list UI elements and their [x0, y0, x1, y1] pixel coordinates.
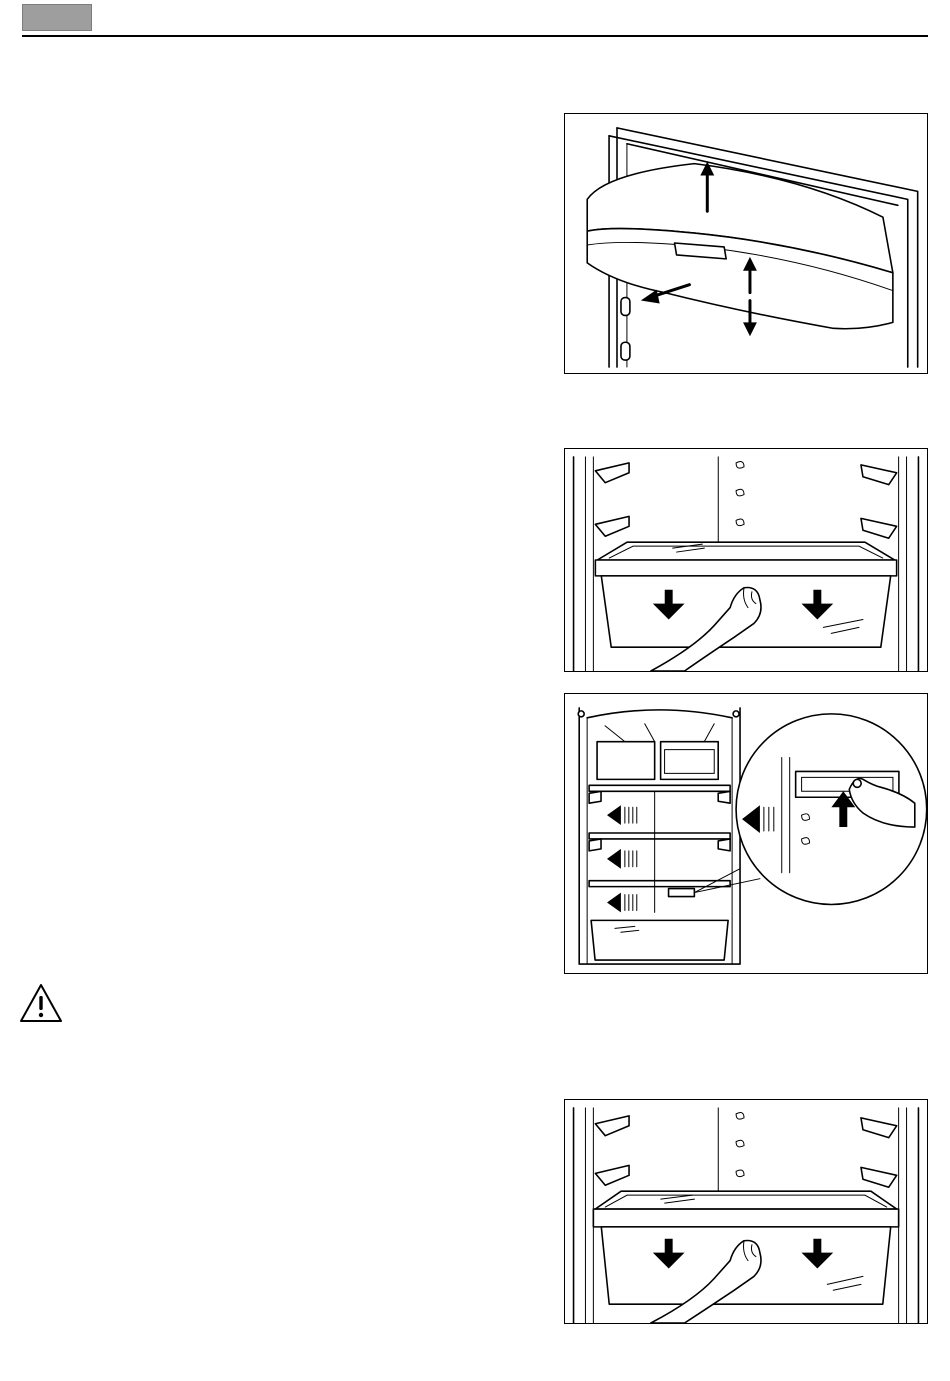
section-tab	[22, 4, 92, 31]
header-rule	[22, 35, 928, 37]
shelf-removal-illustration	[564, 693, 928, 974]
warning-triangle-icon	[18, 982, 64, 1024]
door-compartment-illustration	[564, 113, 928, 374]
drawer-removal-illustration	[564, 448, 928, 672]
drawer-removal-illustration-2	[564, 1099, 928, 1324]
